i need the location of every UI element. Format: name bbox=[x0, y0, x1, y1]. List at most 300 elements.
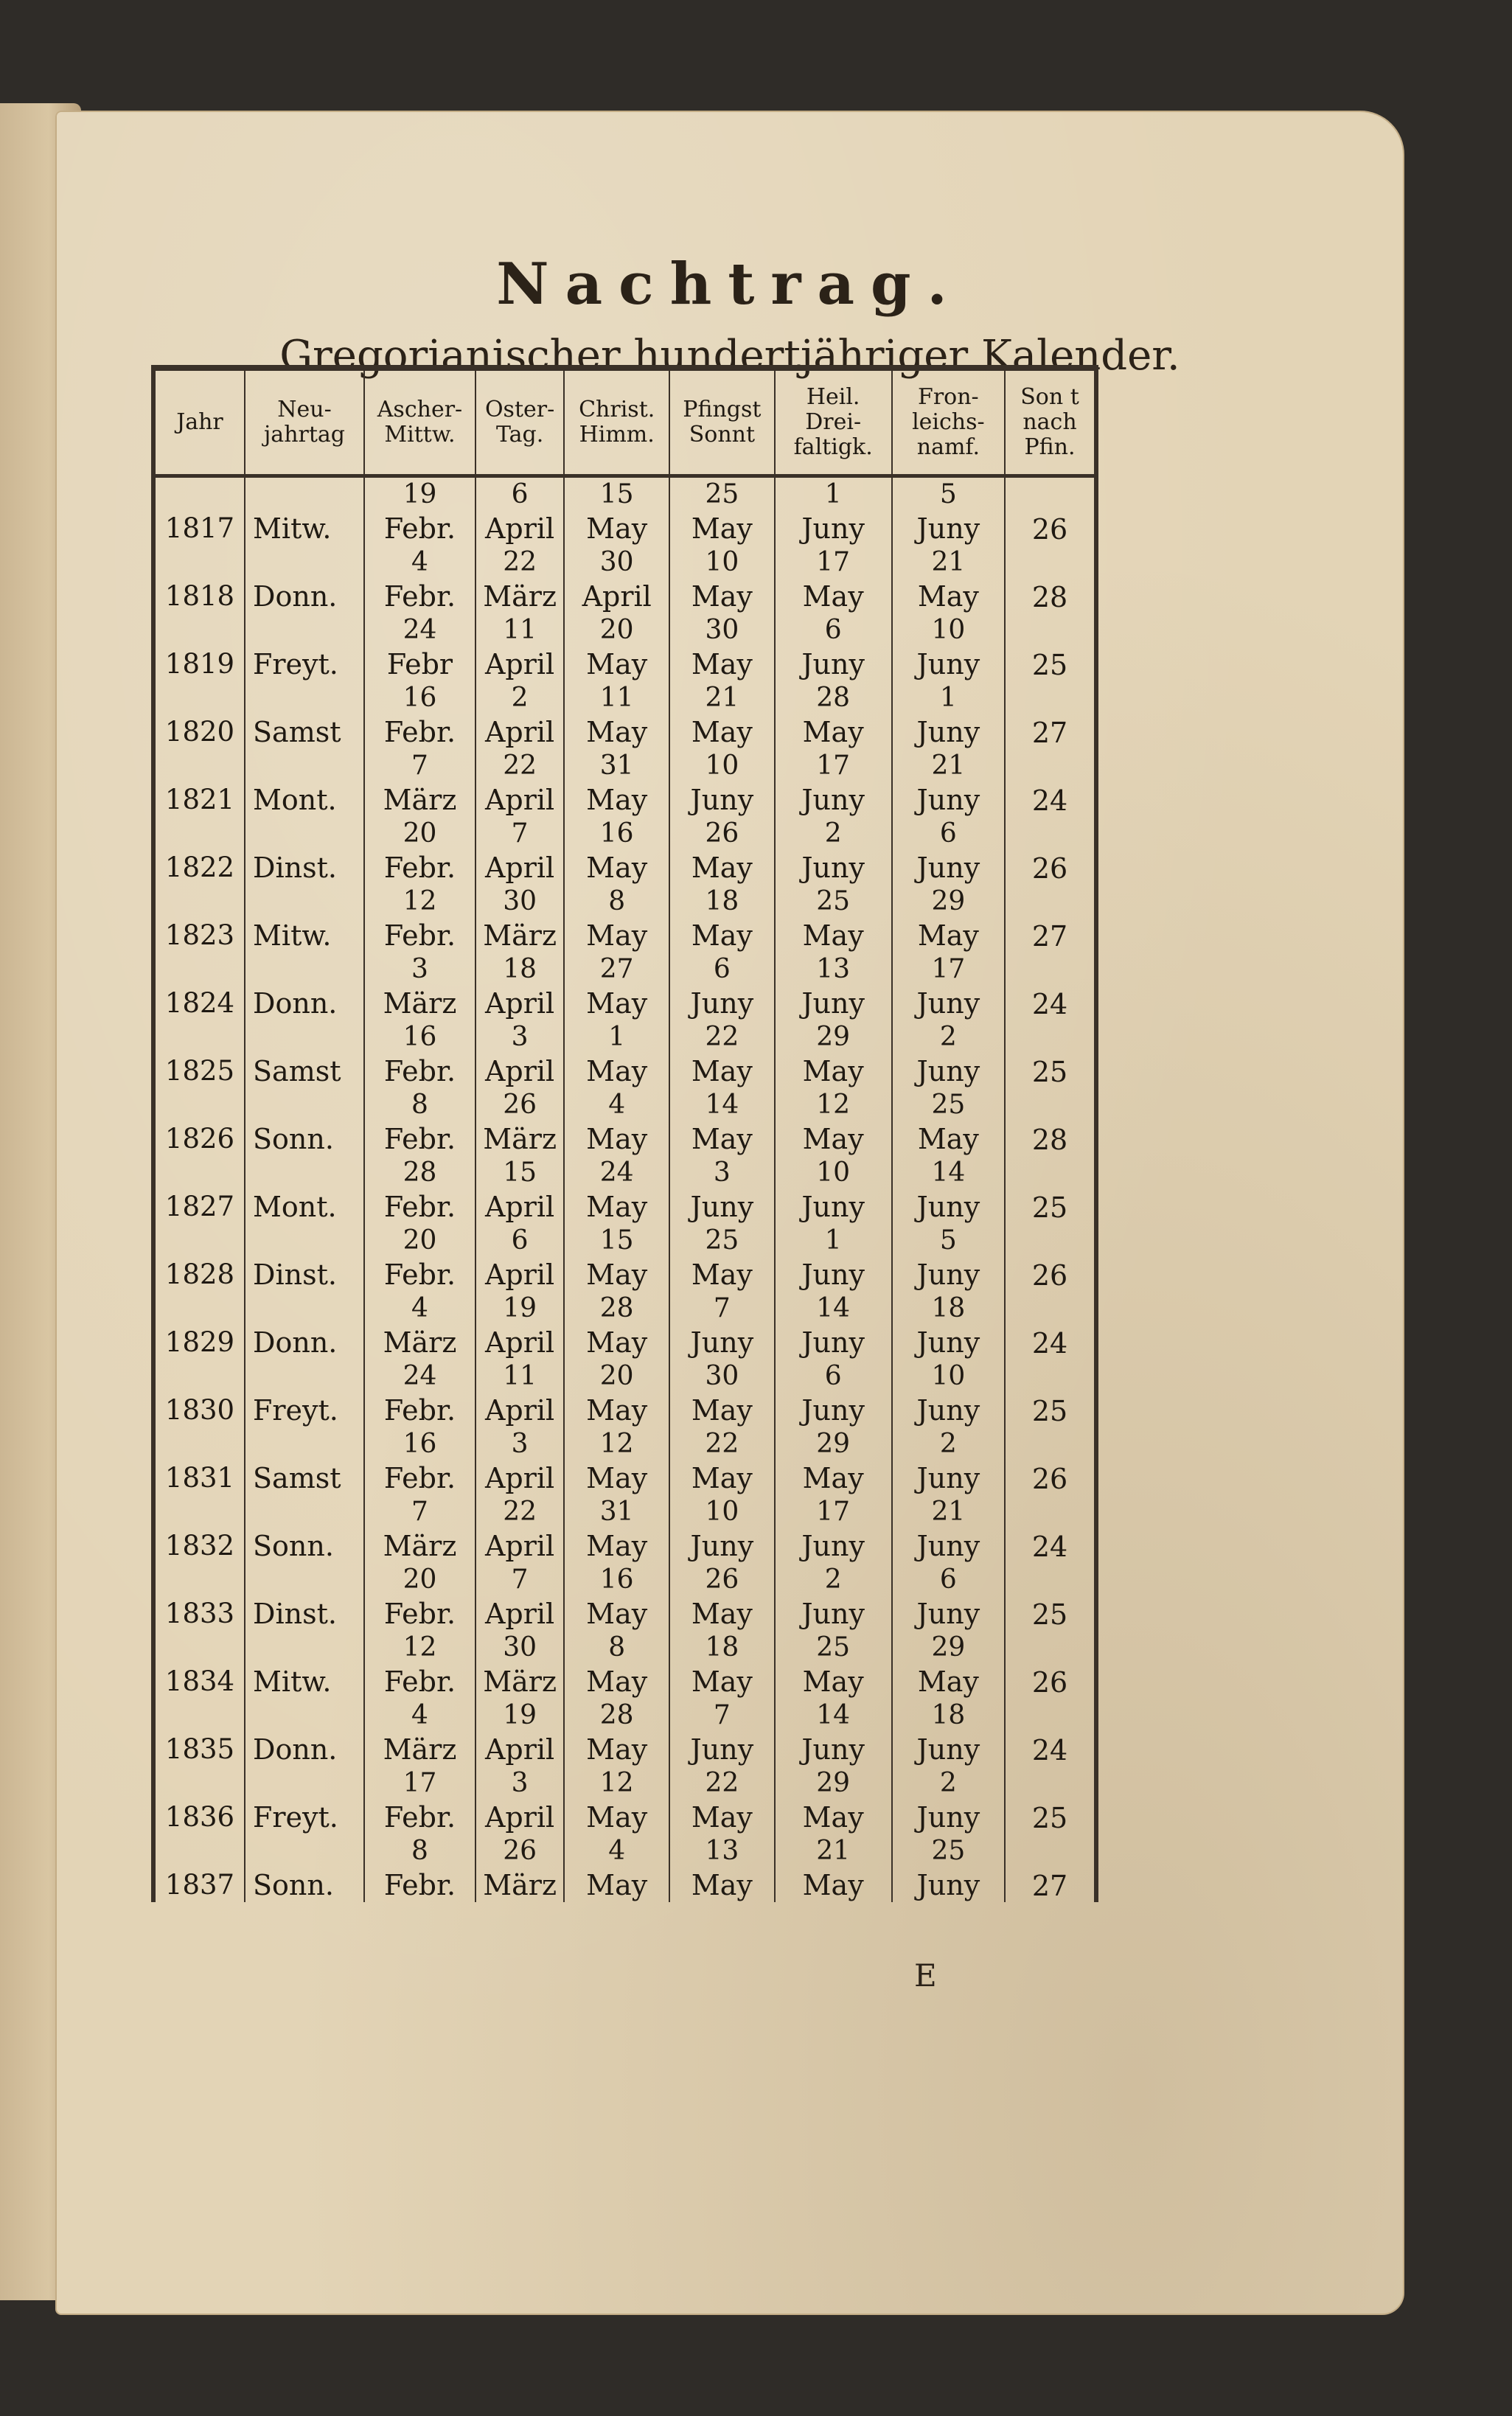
weekday-cell: Sonn. bbox=[245, 1834, 364, 1902]
month-name: May bbox=[586, 512, 648, 545]
asc-cell bbox=[564, 749, 669, 817]
sundays-cell: 26 bbox=[1031, 1463, 1068, 1495]
ash-date bbox=[365, 681, 475, 749]
pent-cell bbox=[669, 546, 774, 613]
year-cell: 1817 bbox=[153, 476, 245, 546]
day-number: 29 bbox=[931, 1632, 966, 1663]
easter-date bbox=[476, 1631, 563, 1699]
easter-cell bbox=[475, 1495, 564, 1563]
weekday-cell: Sonn. bbox=[245, 1495, 364, 1563]
corp-cell bbox=[892, 1224, 1005, 1292]
asc-cell bbox=[564, 681, 669, 749]
easter-cell bbox=[475, 1292, 564, 1360]
year-cell: 1824 bbox=[153, 953, 245, 1020]
month-name: Juny bbox=[916, 1055, 980, 1087]
day-number: 29 bbox=[931, 886, 966, 916]
trin-cell bbox=[775, 953, 892, 1020]
asc-date bbox=[565, 1766, 669, 1834]
month-name: Juny bbox=[690, 1191, 754, 1223]
sundays-cell: 25 bbox=[1031, 1056, 1068, 1088]
trin-cell bbox=[775, 1699, 892, 1766]
header-ascension: Christ. Himm. bbox=[564, 368, 669, 476]
sundays-cell: 25 bbox=[1031, 1802, 1068, 1834]
day-number: 10 bbox=[931, 615, 966, 645]
day-number: 31 bbox=[599, 1497, 634, 1527]
month-name: April bbox=[484, 1801, 555, 1834]
month-name: May bbox=[586, 1394, 648, 1427]
pent-date bbox=[670, 1427, 773, 1495]
pent-date bbox=[670, 1360, 773, 1427]
month-name: May bbox=[586, 1259, 648, 1291]
asc-date bbox=[565, 885, 669, 953]
day-number: 14 bbox=[705, 1090, 739, 1120]
month-name: Juny bbox=[801, 1733, 865, 1766]
trin-cell bbox=[775, 1834, 892, 1902]
ash-date bbox=[365, 1563, 475, 1631]
asc-cell bbox=[564, 1360, 669, 1427]
pent-cell bbox=[669, 681, 774, 749]
month-name: May bbox=[586, 919, 648, 952]
month-name: Juny bbox=[801, 1598, 865, 1630]
day-number: 18 bbox=[705, 886, 739, 916]
month-name: Febr. bbox=[383, 1598, 456, 1630]
day-number: 16 bbox=[403, 1429, 437, 1459]
year-cell: 1820 bbox=[153, 681, 245, 749]
ash-date bbox=[365, 1020, 475, 1088]
day-number: 19 bbox=[503, 1700, 537, 1730]
ash-cell bbox=[364, 1156, 475, 1224]
table-row bbox=[153, 1292, 1096, 1360]
ash-date bbox=[365, 1766, 475, 1834]
table-row bbox=[153, 1224, 1096, 1292]
day-number: 17 bbox=[816, 1497, 851, 1527]
month-name: Juny bbox=[916, 1530, 980, 1562]
asc-cell bbox=[564, 613, 669, 681]
pent-cell bbox=[669, 1699, 774, 1766]
pent-date bbox=[670, 546, 773, 613]
month-name: Juny bbox=[916, 1259, 980, 1291]
corp-date bbox=[893, 1292, 1004, 1360]
month-name: May bbox=[802, 580, 864, 613]
month-name: Juny bbox=[916, 648, 980, 680]
corp-date bbox=[893, 1563, 1004, 1631]
corp-date bbox=[893, 613, 1004, 681]
month-name: Juny bbox=[801, 1530, 865, 1562]
weekday-cell: Dinst. bbox=[245, 817, 364, 885]
calendar-table bbox=[151, 365, 1098, 1902]
table-row bbox=[153, 817, 1096, 885]
day-number: 26 bbox=[705, 818, 739, 849]
corp-date bbox=[893, 749, 1004, 817]
month-name: Juny bbox=[916, 1326, 980, 1359]
day-number: 22 bbox=[503, 1497, 537, 1527]
day-number: 29 bbox=[816, 1429, 851, 1459]
weekday-cell: Freyt. bbox=[245, 613, 364, 681]
day-number: 24 bbox=[403, 1361, 437, 1391]
month-name: Febr. bbox=[383, 1462, 456, 1494]
asc-cell bbox=[564, 1563, 669, 1631]
month-name: März bbox=[383, 784, 457, 816]
corp-cell bbox=[892, 1427, 1005, 1495]
month-name: März bbox=[383, 1530, 457, 1562]
asc-cell bbox=[564, 885, 669, 953]
easter-date bbox=[476, 1088, 563, 1156]
trin-date bbox=[776, 1156, 891, 1224]
table-row bbox=[153, 1427, 1096, 1495]
ash-cell bbox=[364, 1427, 475, 1495]
day-number: 2 bbox=[939, 1022, 957, 1052]
day-number: 31 bbox=[599, 751, 634, 781]
day-number: 10 bbox=[705, 547, 739, 577]
table-row bbox=[153, 1631, 1096, 1699]
month-name: May bbox=[917, 580, 979, 613]
month-name: Juny bbox=[801, 1326, 865, 1359]
month-name: May bbox=[802, 919, 864, 952]
ash-date bbox=[365, 1631, 475, 1699]
easter-cell bbox=[475, 1631, 564, 1699]
day-number: 21 bbox=[931, 751, 966, 781]
month-name: März bbox=[483, 1665, 557, 1698]
sundays-cell: 28 bbox=[1031, 1124, 1068, 1156]
ash-date bbox=[365, 885, 475, 953]
day-number: 10 bbox=[705, 1497, 739, 1527]
trin-date bbox=[776, 478, 891, 546]
day-number: 21 bbox=[931, 1497, 966, 1527]
corp-date bbox=[893, 1766, 1004, 1834]
year-cell: 1833 bbox=[153, 1563, 245, 1631]
corp-date bbox=[893, 817, 1004, 885]
month-name: May bbox=[586, 1191, 648, 1223]
day-number: 5 bbox=[939, 1225, 957, 1256]
day-number: 30 bbox=[503, 886, 537, 916]
day-number: 11 bbox=[503, 1361, 537, 1391]
day-number: 16 bbox=[599, 818, 634, 849]
month-name: Juny bbox=[916, 1394, 980, 1427]
asc-date bbox=[565, 613, 669, 681]
corp-cell bbox=[892, 1088, 1005, 1156]
ash-date bbox=[365, 1427, 475, 1495]
day-number: 15 bbox=[599, 1225, 634, 1256]
day-number: 20 bbox=[599, 615, 634, 645]
weekday-cell: Donn. bbox=[245, 1699, 364, 1766]
day-number: 3 bbox=[511, 1768, 529, 1798]
asc-date bbox=[565, 1834, 669, 1902]
asc-date bbox=[565, 1020, 669, 1088]
day-number: 3 bbox=[511, 1429, 529, 1459]
pent-cell bbox=[669, 1563, 774, 1631]
sundays-cell: 26 bbox=[1031, 513, 1068, 546]
trin-cell bbox=[775, 749, 892, 817]
ash-date bbox=[365, 478, 475, 546]
sundays-cell: 25 bbox=[1031, 1395, 1068, 1427]
ash-date bbox=[365, 1292, 475, 1360]
month-name: May bbox=[691, 1259, 753, 1291]
day-number: 28 bbox=[816, 683, 851, 713]
ash-cell bbox=[364, 1563, 475, 1631]
day-number: 14 bbox=[816, 1700, 851, 1730]
day-number: 12 bbox=[816, 1090, 851, 1120]
asc-cell bbox=[564, 1699, 669, 1766]
month-name: May bbox=[691, 512, 753, 545]
corp-date bbox=[893, 1020, 1004, 1088]
pent-date bbox=[670, 817, 773, 885]
pent-date bbox=[670, 749, 773, 817]
day-number: 7 bbox=[713, 1700, 731, 1730]
pent-date bbox=[670, 1020, 773, 1088]
day-number: 24 bbox=[599, 1157, 634, 1188]
trin-cell bbox=[775, 817, 892, 885]
pent-cell bbox=[669, 613, 774, 681]
trin-date bbox=[776, 953, 891, 1020]
easter-date bbox=[476, 1292, 563, 1360]
ash-cell bbox=[364, 1495, 475, 1563]
pent-cell bbox=[669, 1360, 774, 1427]
trin-date bbox=[776, 1292, 891, 1360]
month-name: May bbox=[586, 1598, 648, 1630]
month-name: März bbox=[383, 1733, 457, 1766]
asc-cell bbox=[564, 1427, 669, 1495]
month-name: Juny bbox=[690, 1326, 754, 1359]
corp-date bbox=[893, 1495, 1004, 1563]
month-name: Juny bbox=[690, 784, 754, 816]
day-number: 1 bbox=[824, 1225, 842, 1256]
easter-cell bbox=[475, 1224, 564, 1292]
sundays-cell: 27 bbox=[1031, 920, 1068, 953]
table-row bbox=[153, 1766, 1096, 1834]
day-number: 7 bbox=[511, 1564, 529, 1595]
ash-cell bbox=[364, 476, 475, 546]
easter-date bbox=[476, 1427, 563, 1495]
day-number: 28 bbox=[403, 1157, 437, 1188]
day-number: 26 bbox=[705, 1564, 739, 1595]
trin-date bbox=[776, 749, 891, 817]
table-row bbox=[153, 1834, 1096, 1902]
year-cell: 1821 bbox=[153, 749, 245, 817]
day-number: 6 bbox=[511, 1225, 529, 1256]
corp-cell bbox=[892, 476, 1005, 546]
weekday-cell: Samst bbox=[245, 681, 364, 749]
month-name: April bbox=[484, 1191, 555, 1223]
day-number: 6 bbox=[824, 1361, 842, 1391]
trin-date bbox=[776, 1834, 891, 1902]
ash-cell bbox=[364, 817, 475, 885]
easter-date bbox=[476, 1360, 563, 1427]
month-name: May bbox=[802, 1123, 864, 1155]
easter-cell bbox=[475, 546, 564, 613]
day-number: 29 bbox=[816, 1022, 851, 1052]
month-name: Juny bbox=[801, 784, 865, 816]
month-name: May bbox=[691, 1462, 753, 1494]
trin-date bbox=[776, 1631, 891, 1699]
pent-date bbox=[670, 1495, 773, 1563]
ash-date bbox=[365, 953, 475, 1020]
month-name: Juny bbox=[801, 648, 865, 680]
asc-cell bbox=[564, 476, 669, 546]
pent-cell bbox=[669, 1224, 774, 1292]
trin-cell bbox=[775, 1495, 892, 1563]
day-number: 7 bbox=[411, 1497, 428, 1527]
ash-date bbox=[365, 1224, 475, 1292]
asc-date bbox=[565, 1088, 669, 1156]
pent-cell bbox=[669, 885, 774, 953]
month-name: May bbox=[802, 1801, 864, 1834]
pent-date bbox=[670, 885, 773, 953]
month-name: May bbox=[691, 1598, 753, 1630]
page-title: Nachtrag. bbox=[496, 251, 964, 318]
ash-cell bbox=[364, 953, 475, 1020]
year-cell: 1834 bbox=[153, 1631, 245, 1699]
month-name: Febr. bbox=[383, 1394, 456, 1427]
weekday-cell: Mitw. bbox=[245, 476, 364, 546]
trin-date bbox=[776, 1088, 891, 1156]
day-number: 18 bbox=[931, 1293, 966, 1323]
pent-date bbox=[670, 681, 773, 749]
asc-date bbox=[565, 1631, 669, 1699]
month-name: May bbox=[917, 919, 979, 952]
corp-cell bbox=[892, 1020, 1005, 1088]
trin-cell bbox=[775, 1088, 892, 1156]
corp-cell bbox=[892, 1699, 1005, 1766]
day-number: 1 bbox=[824, 479, 842, 509]
month-name: April bbox=[484, 1394, 555, 1427]
pent-date bbox=[670, 1224, 773, 1292]
sundays-cell: 27 bbox=[1031, 717, 1068, 749]
day-number: 15 bbox=[503, 1157, 537, 1188]
ash-date bbox=[365, 613, 475, 681]
ash-date bbox=[365, 749, 475, 817]
month-name: Juny bbox=[801, 1259, 865, 1291]
easter-date bbox=[476, 1699, 563, 1766]
weekday-cell: Mitw. bbox=[245, 1631, 364, 1699]
year-cell: 1830 bbox=[153, 1360, 245, 1427]
header-year: Jahr bbox=[153, 368, 245, 476]
asc-date bbox=[565, 1563, 669, 1631]
easter-cell bbox=[475, 681, 564, 749]
month-name: May bbox=[586, 716, 648, 748]
month-name: May bbox=[691, 1665, 753, 1698]
month-name: Juny bbox=[916, 784, 980, 816]
month-name: May bbox=[691, 1869, 753, 1901]
day-number: 13 bbox=[705, 1836, 739, 1866]
trin-cell bbox=[775, 1563, 892, 1631]
ash-date bbox=[365, 1156, 475, 1224]
easter-date bbox=[476, 1156, 563, 1224]
trin-cell bbox=[775, 681, 892, 749]
corp-date bbox=[893, 1834, 1004, 1902]
trin-date bbox=[776, 1495, 891, 1563]
year-cell: 1825 bbox=[153, 1020, 245, 1088]
year-cell: 1837 bbox=[153, 1834, 245, 1902]
month-name: Febr. bbox=[383, 919, 456, 952]
corp-cell bbox=[892, 885, 1005, 953]
month-name: May bbox=[691, 852, 753, 884]
trin-date bbox=[776, 1224, 891, 1292]
table-row bbox=[153, 1563, 1096, 1631]
month-name: April bbox=[484, 1462, 555, 1494]
month-name: May bbox=[586, 1530, 648, 1562]
corp-cell bbox=[892, 1495, 1005, 1563]
day-number: 10 bbox=[816, 1157, 851, 1188]
month-name: May bbox=[802, 1665, 864, 1698]
pent-date bbox=[670, 613, 773, 681]
easter-date bbox=[476, 749, 563, 817]
corp-cell bbox=[892, 749, 1005, 817]
pent-date bbox=[670, 1699, 773, 1766]
asc-date bbox=[565, 1699, 669, 1766]
asc-cell bbox=[564, 953, 669, 1020]
corp-cell bbox=[892, 1156, 1005, 1224]
asc-cell bbox=[564, 1088, 669, 1156]
day-number: 12 bbox=[599, 1429, 634, 1459]
ash-cell bbox=[364, 1834, 475, 1902]
weekday-cell: Mitw. bbox=[245, 885, 364, 953]
ash-date bbox=[365, 1088, 475, 1156]
month-name: May bbox=[586, 1462, 648, 1494]
month-name: May bbox=[586, 1801, 648, 1834]
asc-cell bbox=[564, 1292, 669, 1360]
trin-date bbox=[776, 1563, 891, 1631]
month-name: Juny bbox=[916, 1462, 980, 1494]
easter-cell bbox=[475, 1427, 564, 1495]
pent-date bbox=[670, 953, 773, 1020]
month-name: Febr. bbox=[383, 1123, 456, 1155]
easter-date bbox=[476, 546, 563, 613]
corp-date bbox=[893, 1699, 1004, 1766]
day-number: 27 bbox=[599, 954, 634, 984]
month-name: April bbox=[484, 987, 555, 1020]
trin-date bbox=[776, 1020, 891, 1088]
weekday-cell: Dinst. bbox=[245, 1563, 364, 1631]
asc-cell bbox=[564, 1631, 669, 1699]
month-name: Febr. bbox=[383, 580, 456, 613]
day-number: 28 bbox=[599, 1700, 634, 1730]
pent-cell bbox=[669, 1834, 774, 1902]
month-name: May bbox=[691, 1801, 753, 1834]
pent-date bbox=[670, 1631, 773, 1699]
day-number: 22 bbox=[503, 547, 537, 577]
day-number: 17 bbox=[931, 954, 966, 984]
weekday-cell: Samst bbox=[245, 1020, 364, 1088]
weekday-cell: Donn. bbox=[245, 546, 364, 613]
month-name: Juny bbox=[916, 1801, 980, 1834]
header-ash-wednesday: Ascher-Mittw. bbox=[364, 368, 475, 476]
ash-cell bbox=[364, 1224, 475, 1292]
month-name: Febr. bbox=[383, 1259, 456, 1291]
day-number: 17 bbox=[816, 751, 851, 781]
corp-cell bbox=[892, 1834, 1005, 1902]
header-corpus-christi: Fron-leichs-namf. bbox=[892, 368, 1005, 476]
weekday-cell: Samst bbox=[245, 1427, 364, 1495]
table-row bbox=[153, 1088, 1096, 1156]
trin-cell bbox=[775, 476, 892, 546]
trin-cell bbox=[775, 885, 892, 953]
pent-date bbox=[670, 1156, 773, 1224]
trin-cell bbox=[775, 613, 892, 681]
year-cell: 1835 bbox=[153, 1699, 245, 1766]
month-name: April bbox=[484, 1598, 555, 1630]
trin-date bbox=[776, 885, 891, 953]
day-number: 25 bbox=[705, 479, 739, 509]
pent-cell bbox=[669, 953, 774, 1020]
month-name: Febr. bbox=[383, 1191, 456, 1223]
weekday-cell: Mont. bbox=[245, 1156, 364, 1224]
day-number: 8 bbox=[608, 886, 626, 916]
header-pentecost: Pfingst Sonnt bbox=[669, 368, 774, 476]
day-number: 18 bbox=[705, 1632, 739, 1663]
sundays-cell: 25 bbox=[1031, 1191, 1068, 1224]
asc-date bbox=[565, 1495, 669, 1563]
day-number: 3 bbox=[511, 1022, 529, 1052]
